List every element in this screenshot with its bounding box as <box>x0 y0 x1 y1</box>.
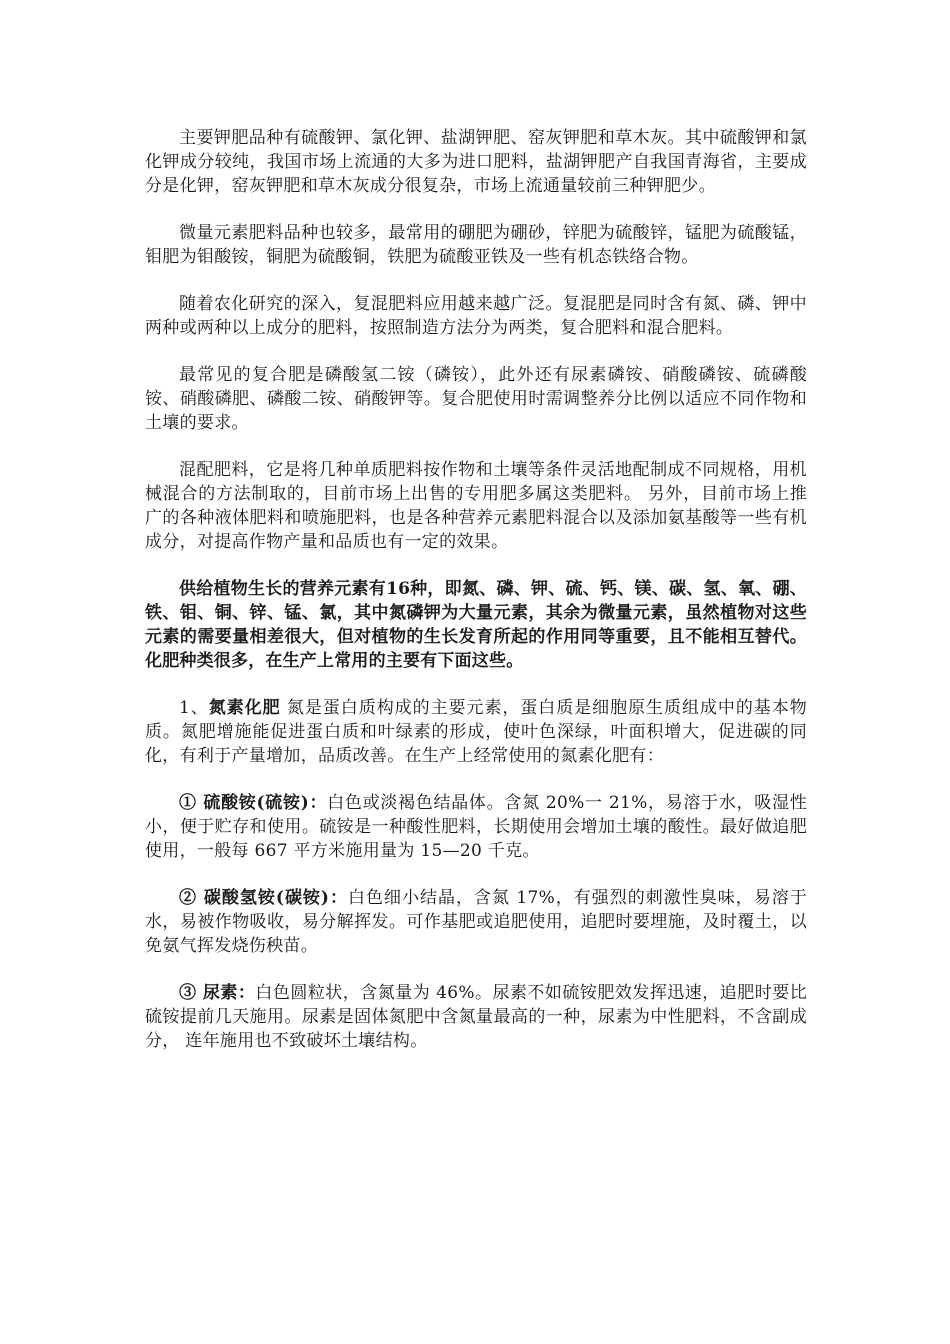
term-urea: ③ 尿素： <box>179 983 256 1003</box>
body-urea: 白色圆粒状，含氮量为 46%。尿素不如硫铵肥效发挥迅速，追肥时要比硫铵提前几天施用。尿素是固体氮肥中含氮量最高的一种，尿素为中性肥料，不含副成分， 连年施用也不致破坏土壤结构。 <box>145 983 808 1051</box>
list-number: 1、 <box>179 698 209 718</box>
document-page <box>145 126 807 1076</box>
paragraph-micronutrient-fertilizers: 微量元素肥料品种也较多，最常用的硼肥为硼砂，锌肥为硫酸锌，锰肥为硫酸锰，钼肥为钼酸铵，铜肥为硫酸铜，铁肥为硫酸亚铁及一些有机态铁络合物。 <box>145 223 807 267</box>
paragraph-ammonium-bicarbonate <box>145 886 807 958</box>
paragraph-ammonium-sulfate <box>145 791 807 863</box>
term-ammonium-sulfate: ① 硫酸铵(硫铵)： <box>179 793 328 813</box>
paragraph-potash-fertilizers: 主要钾肥品种有硫酸钾、氯化钾、盐湖钾肥、窑灰钾肥和草木灰。其中硫酸钾和氯化钾成分较纯，我国市场上流通的大多为进口肥料，盐湖钾肥产自我国青海省，主要成分是化钾，窑灰钾肥和草木灰成分很复杂，市场上流通量较前三种钾肥少。 <box>145 128 807 196</box>
section-body-nitrogen: 氮是蛋白质构成的主要元素，蛋白质是细胞原生质组成中的基本物质。氮肥增施能促进蛋白质和叶绿素的形成，使叶色深绿，叶面积增大，促进碳的同化，有利于产量增加，品质改善。在生产上经常使用的氮素化肥有： <box>145 698 807 766</box>
paragraph-urea <box>145 981 807 1053</box>
paragraph-nutrient-elements: 供给植物生长的营养元素有16种，即氮、磷、钾、硫、钙、镁、碳、氢、氧、硼、铁、钼、铜、锌、锰、氯，其中氮磷钾为大量元素，其余为微量元素，虽然植物对这些元素的需要量相差很大，但对植物的生长发育所起的作用同等重要，且不能相互替代。化肥种类很多，在生产上常用的主要有下面这些。 <box>145 579 807 671</box>
paragraph-common-compound-fertilizers: 最常见的复合肥是磷酸氢二铵（磷铵），此外还有尿素磷铵、硝酸磷铵、硫磷酸铵、硝酸磷肥、磷酸二铵、硝酸钾等。复合肥使用时需调整养分比例以适应不同作物和土壤的要求。 <box>145 365 807 433</box>
paragraph-nitrogen-fertilizers <box>145 696 807 768</box>
body-ammonium-bicarbonate: 白色细小结晶，含氮 17%，有强烈的刺激性臭味，易溶于水，易被作物吸收，易分解挥发。可作基肥或追肥使用，追肥时要埋施，及时覆土，以免氨气挥发烧伤秧苗。 <box>145 888 807 956</box>
term-ammonium-bicarbonate: ② 碳酸氢铵(碳铵)： <box>179 888 348 908</box>
paragraph-compound-fertilizers: 随着农化研究的深入，复混肥料应用越来越广泛。复混肥是同时含有氮、磷、钾中两种或两种以上成分的肥料，按照制造方法分为两类，复合肥料和混合肥料。 <box>145 294 807 338</box>
paragraph-blended-fertilizers: 混配肥料，它是将几种单质肥料按作物和土壤等条件灵活地配制成不同规格，用机械混合的方法制取的，目前市场上出售的专用肥多属这类肥料。 另外，目前市场上推广的各种液体肥料和喷施肥料，也是各种营养元素肥料混合以及添加氨基酸等一些有机成分，对提高作物产量和品质也有一定的效果。 <box>145 460 807 552</box>
section-term-nitrogen: 氮素化肥 <box>208 698 281 718</box>
body-ammonium-sulfate: 白色或淡褐色结晶体。含氮 20%一 21%，易溶于水，吸湿性小，便于贮存和使用。硫铵是一种酸性肥料，长期使用会增加土壤的酸性。最好做追肥使用，一般每 667 平方米施用量为 15—20 千克。 <box>145 793 807 861</box>
